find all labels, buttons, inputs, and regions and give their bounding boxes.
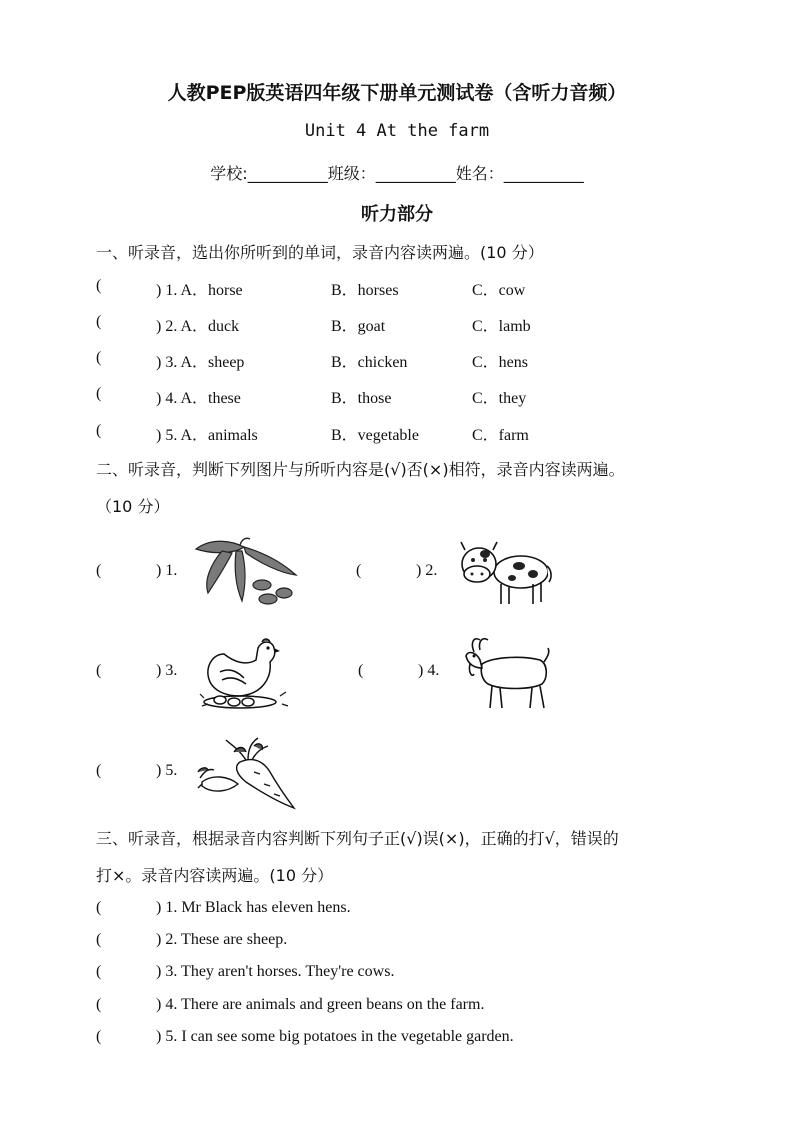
sentence: ) 5. I can see some big potatoes in the vegetable garden.	[156, 1028, 514, 1045]
answer-paren: (	[356, 562, 362, 579]
option-b: B．goat	[331, 318, 386, 335]
green-beans-icon	[192, 535, 302, 607]
option-c: C．hens	[472, 354, 529, 371]
item-number-option-a: ) 1. A．horse	[156, 282, 243, 299]
answer-paren: (	[96, 762, 102, 779]
carrot-icon	[198, 738, 298, 810]
answer-paren: (	[96, 422, 102, 439]
item-number: ) 1.	[156, 562, 178, 579]
item-number: ) 4.	[418, 662, 440, 679]
sentence: ) 2. These are sheep.	[156, 931, 288, 948]
item-number: ) 3.	[156, 662, 178, 679]
answer-paren: (	[96, 1028, 102, 1045]
student-info-line: 学校:__________班级：__________姓名：__________	[210, 164, 584, 183]
item-number-option-a: ) 3. A．sheep	[156, 354, 245, 371]
option-c: C．they	[472, 390, 527, 407]
answer-paren: (	[96, 996, 102, 1013]
option-b: B．those	[331, 390, 392, 407]
answer-paren: (	[96, 899, 102, 916]
answer-paren: (	[96, 385, 102, 402]
answer-paren: (	[96, 662, 102, 679]
answer-paren: (	[96, 931, 102, 948]
option-c: C．cow	[472, 282, 526, 299]
option-b: B．chicken	[331, 354, 408, 371]
listening-section-title: 听力部分	[361, 204, 433, 225]
unit-subtitle: Unit 4 At the farm	[304, 121, 490, 141]
answer-paren: (	[96, 963, 102, 980]
option-c: C．lamb	[472, 318, 531, 335]
part2-heading-continued: （10 分）	[96, 497, 170, 516]
part1-heading: 一、听录音，选出你所听到的单词，录音内容读两遍。(10 分）	[96, 243, 544, 262]
answer-paren: (	[96, 277, 102, 294]
part3-heading: 三、听录音，根据录音内容判断下列句子正(√)误(×)，正确的打√，错误的	[96, 829, 619, 848]
item-number-option-a: ) 5. A．animals	[156, 427, 258, 444]
sentence: ) 4. There are animals and green beans on the farm.	[156, 996, 485, 1013]
hen-icon	[200, 638, 288, 710]
part3-heading-continued: 打×。录音内容读两遍。(10 分）	[96, 866, 334, 885]
answer-paren: (	[96, 313, 102, 330]
item-number-option-a: ) 4. A．these	[156, 390, 241, 407]
option-b: B．horses	[331, 282, 399, 299]
cow-icon	[457, 540, 553, 608]
page-title: 人教PEP版英语四年级下册单元测试卷（含听力音频）	[167, 82, 627, 104]
answer-paren: (	[358, 662, 364, 679]
answer-paren: (	[96, 562, 102, 579]
option-c: C．farm	[472, 427, 529, 444]
part2-heading: 二、听录音，判断下列图片与所听内容是(√)否(×)相符，录音内容读两遍。	[96, 460, 625, 479]
item-number: ) 5.	[156, 762, 178, 779]
item-number-option-a: ) 2. A．duck	[156, 318, 240, 335]
sentence: ) 3. They aren't horses. They're cows.	[156, 963, 395, 980]
answer-paren: (	[96, 349, 102, 366]
item-number: ) 2.	[416, 562, 438, 579]
option-b: B．vegetable	[331, 427, 419, 444]
sentence: ) 1. Mr Black has eleven hens.	[156, 899, 351, 916]
goat-icon	[460, 634, 552, 712]
